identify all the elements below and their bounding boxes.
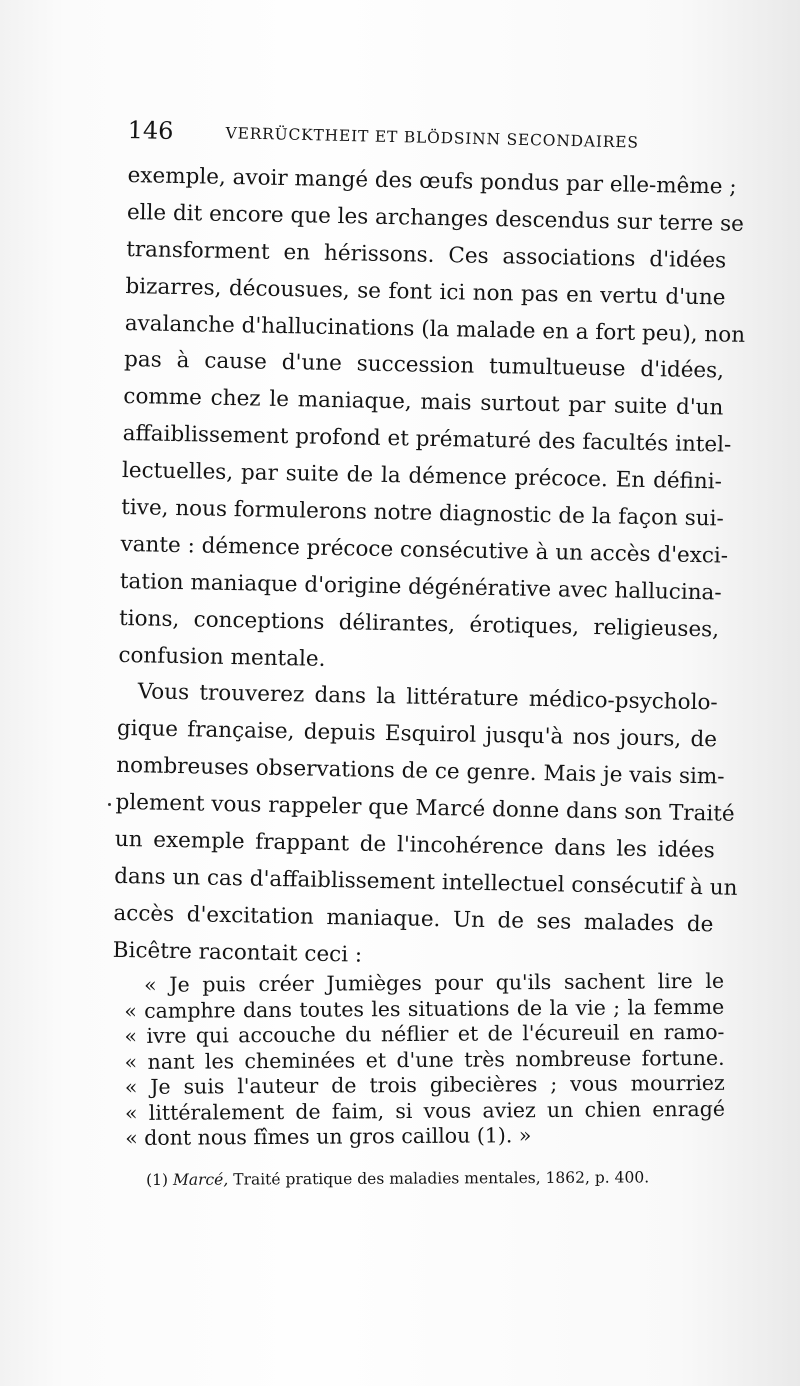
body-line: dans un cas d'affaiblissement intellectuel consécutif à un	[113, 863, 738, 901]
block-quote	[124, 969, 725, 1152]
quote-line: « dont nous fîmes un gros caillou (1). »	[125, 1123, 532, 1150]
body-line: nombreuses observations de ce genre. Mais je vais sim-	[116, 753, 725, 790]
body-line: elle dit encore que les archanges descendus sur terre se	[126, 199, 745, 237]
footnote-marker: (1)	[146, 1170, 169, 1189]
quote-line: « ivre qui accouche du néflier et de l'écureuil en ramo-	[124, 1019, 725, 1048]
body-line: transforment en hérissons. Ces associations d'idées	[126, 236, 727, 274]
ink-speck	[108, 803, 111, 806]
body-line: tive, nous formulerons notre diagnostic de la façon sui-	[121, 494, 724, 532]
body-line: tions, conceptions délirantes, érotiques, religieuses,	[118, 605, 720, 643]
body-line: affaiblissement profond et prématuré des facultés intel-	[122, 421, 732, 458]
body-text	[112, 158, 746, 981]
quote-line: « Je puis créer Jumièges pour qu'ils sachent lire le	[143, 968, 725, 997]
footnote-text: Traité pratique des maladies mentales, 1862, p. 400.	[233, 1168, 650, 1189]
quote-line: « Je suis l'auteur de trois gibecières ; vous mourriez	[124, 1070, 725, 1099]
quote-line: « camphre dans toutes les situations de la vie ; la femme	[124, 994, 725, 1023]
quote-line: « nant les cheminées et d'une très nombreuse fortune.	[124, 1045, 725, 1074]
body-line: plement vous rappeler que Marcé donne dans son Traité	[115, 790, 735, 827]
body-line: vante : démence précoce consécutive à un accès d'exci-	[120, 531, 729, 569]
body-line: tation maniaque d'origine dégénérative avec hallucina-	[119, 568, 722, 606]
footnote	[146, 1168, 706, 1189]
page-number: 146	[127, 115, 174, 146]
body-line: avalanche d'hallucinations (la malade en a fort peu), non	[124, 310, 746, 348]
body-line: bizarres, décousues, se font ici non pas en vertu d'une	[125, 273, 726, 311]
running-title: VERRÜCKTHEIT ET BLÖDSINN SECONDAIRES	[225, 124, 639, 152]
body-line: lectuelles, par suite de la démence précoce. En défini-	[121, 458, 723, 495]
body-line: exemple, avoir mangé des œufs pondus par elle-même ;	[127, 162, 737, 200]
page-header	[127, 114, 648, 166]
body-line: un exemple frappant de l'incohérence dans les idées	[114, 826, 716, 864]
body-line: Bicêtre racontait ceci :	[112, 937, 363, 968]
body-line: pas à cause d'une succession tumultueuse d'idées,	[123, 347, 725, 384]
footnote-author: Marcé,	[172, 1170, 229, 1189]
body-line: comme chez le maniaque, mais surtout par suite d'un	[123, 384, 724, 421]
body-line: confusion mentale.	[118, 642, 326, 672]
body-line: accès d'excitation maniaque. Un de ses malades de	[113, 900, 714, 938]
body-line: Vous trouverez dans la littérature médico-psycholo-	[137, 679, 718, 716]
quote-line: « littéralement de faim, si vous aviez un chien enragé	[124, 1096, 726, 1125]
body-line: gique française, depuis Esquirol jusqu'à nos jours, de	[116, 716, 718, 753]
